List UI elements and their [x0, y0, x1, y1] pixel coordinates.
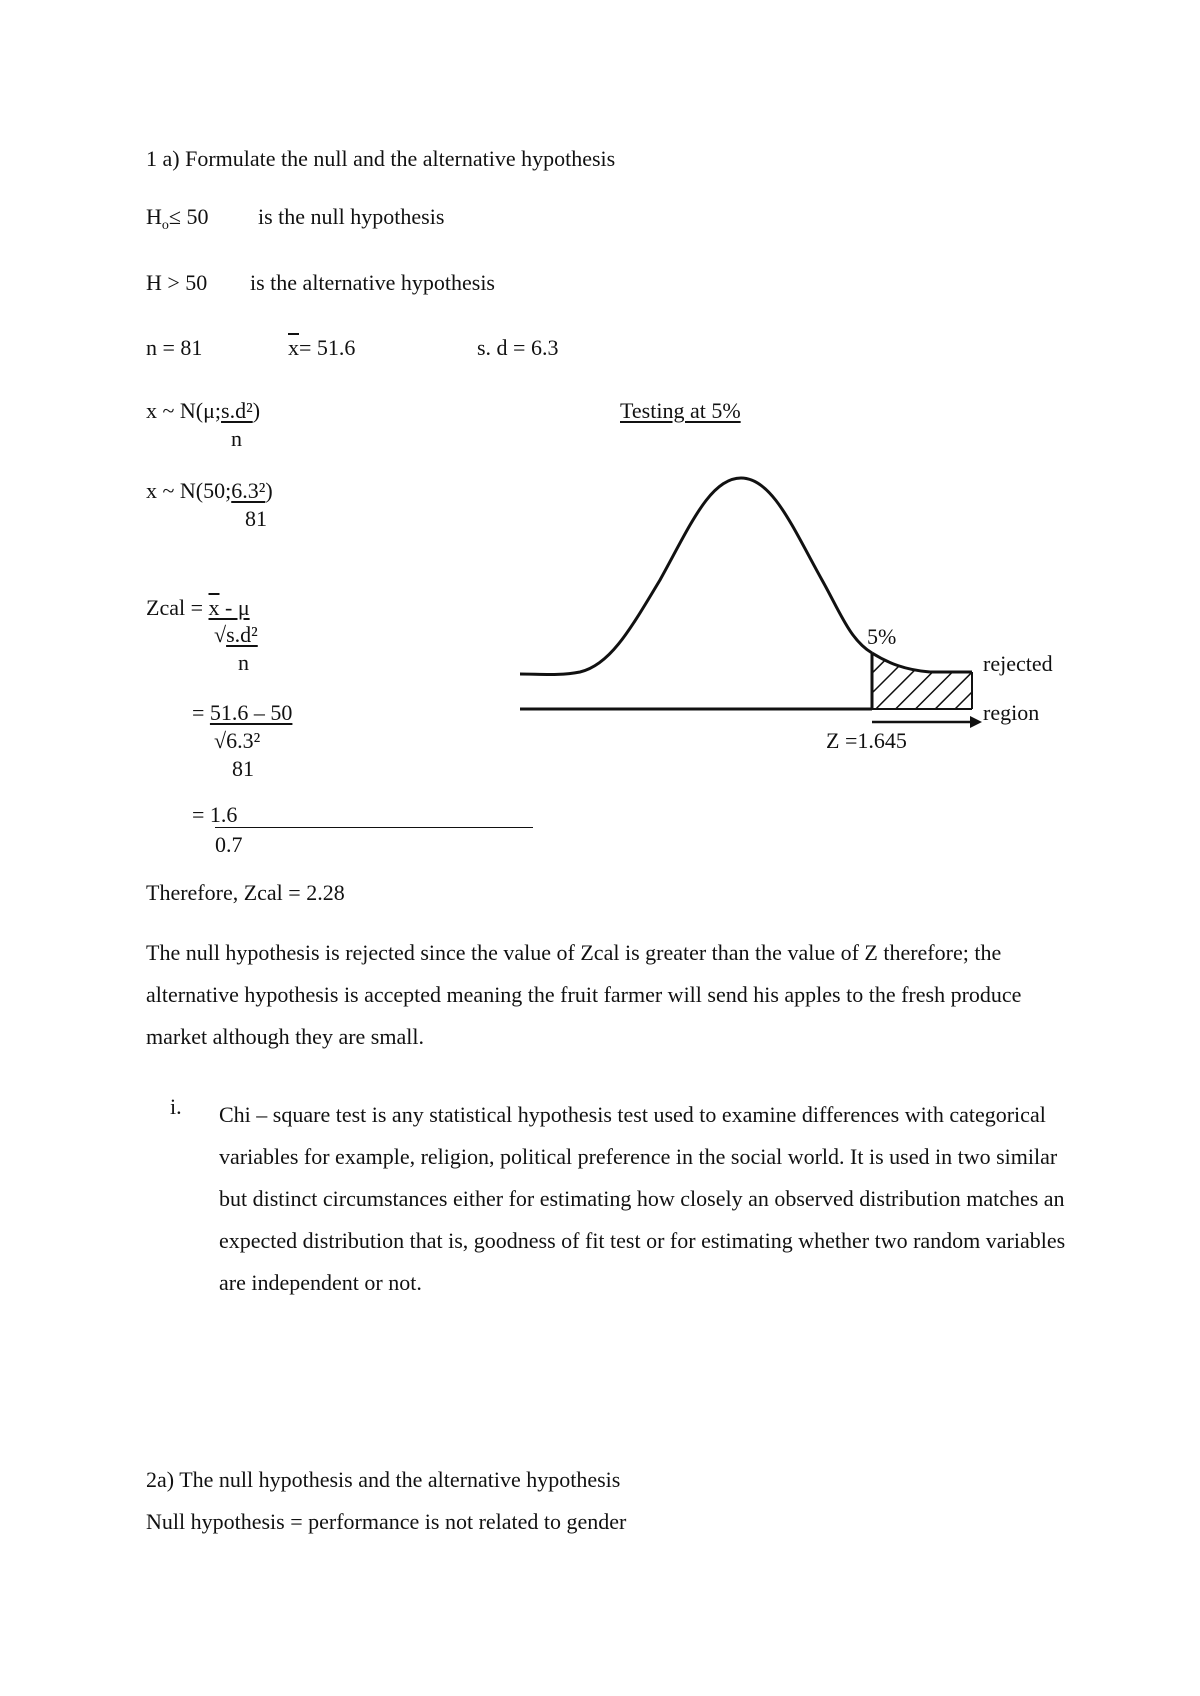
region-label: region — [983, 700, 1040, 725]
q2-heading: 2a) The null hypothesis and the alternative hypothesis — [146, 1467, 621, 1492]
zcal-step1-denominator: 81 — [232, 756, 254, 781]
chi-square-definition: Chi – square test is any statistical hypothesis test used to examine differences with categorical variables for example, religion, political preference in the social world. It is used in two similar but distinct circumstances either for estimating how closely an observed distribution matches an expected distribution that is, goodness of fit test or for estimating whether two random variables are independent or not. — [219, 1102, 1066, 1295]
standard-deviation: s. d = 6.3 — [477, 335, 559, 360]
zcal-formula: Zcal = x - μ — [146, 595, 250, 620]
alternative-hypothesis-expression: H > 50 — [146, 270, 208, 295]
normal-curve — [520, 478, 872, 675]
conclusion-paragraph: The null hypothesis is rejected since the value of Zcal is greater than the value of Z therefore; the alternative hypothesis is accepted meaning the fruit farmer will send his apples to the fresh produce market although they are small. — [146, 940, 1022, 1049]
zcal-step1-sqrt: √6.3² — [214, 728, 261, 753]
sample-mean: $\overline{x}= 51.6$ — [288, 335, 356, 360]
sample-size: n = 81 — [146, 335, 203, 360]
zcal-formula-sqrt: √s.d² — [214, 622, 258, 647]
q1-heading: 1 a) Formulate the null and the alternative hypothesis — [146, 146, 616, 171]
rejected-label: rejected — [983, 651, 1053, 676]
fraction-bar — [215, 827, 533, 828]
critical-z-label: Z =1.645 — [826, 728, 907, 753]
zcal-step1: = 51.6 – 50 — [192, 700, 293, 725]
null-hypothesis-description: is the null hypothesis — [258, 204, 445, 229]
null-hypothesis-expression: $H_o\le 50$ — [146, 204, 209, 233]
alternative-hypothesis-description: is the alternative hypothesis — [250, 270, 495, 295]
zcal-formula-n: n — [238, 650, 249, 675]
distribution-general-denominator: n — [231, 426, 242, 451]
distribution-general: x ~ N(μ;s.d²) — [146, 398, 261, 423]
zcal-result: Therefore, Zcal = 2.28 — [146, 880, 345, 905]
zcal-step2: = 1.6 — [192, 802, 238, 827]
graph-title: Testing at 5% — [620, 398, 741, 423]
distribution-specific-denominator: 81 — [245, 506, 267, 531]
q2-null-hypothesis: Null hypothesis = performance is not related to gender — [146, 1509, 627, 1534]
list-marker: i. — [170, 1094, 182, 1119]
distribution-specific: x ~ N(50;6.3²) — [146, 478, 273, 503]
zcal-step2-denominator: 0.7 — [215, 832, 243, 857]
rejection-region-hatch — [872, 653, 972, 709]
arrow-head — [970, 716, 982, 728]
tail-percentage-label: 5% — [867, 624, 897, 649]
